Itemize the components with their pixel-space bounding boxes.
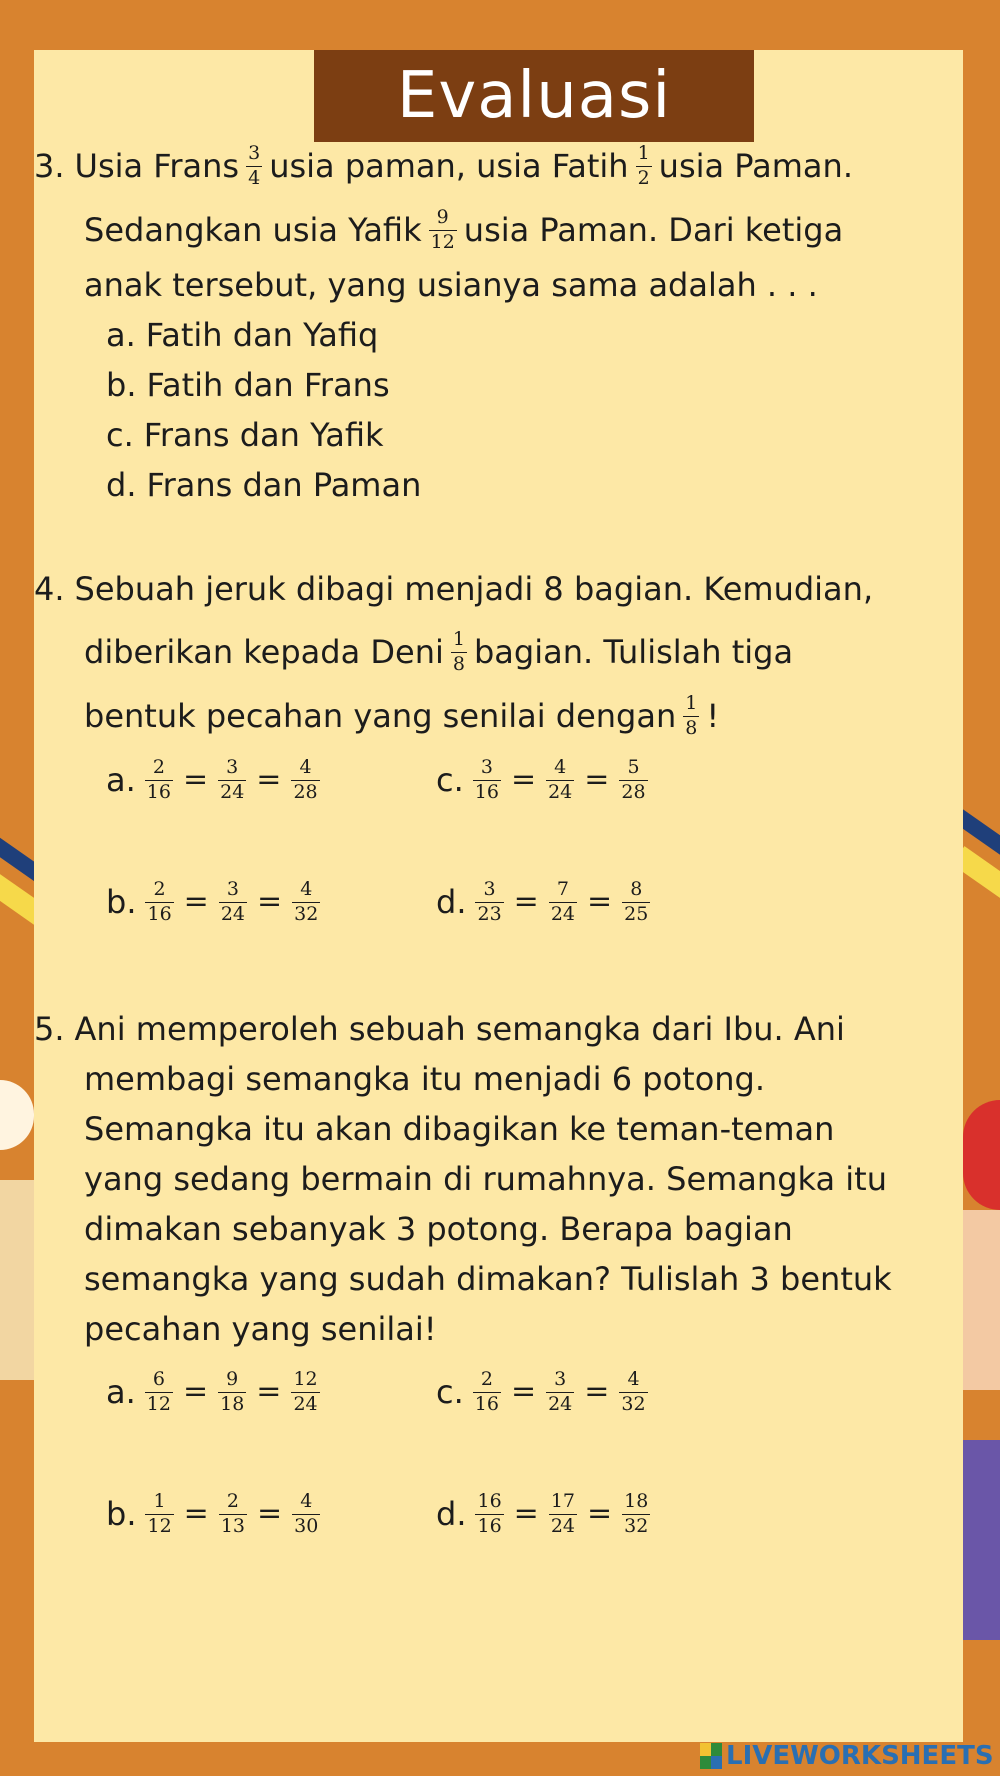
question-text: pecahan yang senilai! bbox=[84, 1310, 437, 1348]
equals-sign: = bbox=[584, 762, 610, 798]
fraction: $\frac{2}{16}$ bbox=[146, 756, 171, 803]
question-text: usia Paman. bbox=[658, 147, 853, 186]
question-text: usia Paman. Dari ketiga bbox=[463, 211, 844, 250]
fraction: $\frac{1}{12}$ bbox=[147, 1490, 172, 1537]
fraction: $\frac{12}{24}$ bbox=[293, 1368, 318, 1415]
question-text: anak tersebut, yang usianya sama adalah . . . bbox=[84, 266, 818, 304]
question-text: bagian. Tulislah tiga bbox=[473, 633, 794, 672]
fraction: $\frac{16}{16}$ bbox=[477, 1490, 502, 1537]
decor-shape bbox=[0, 1080, 34, 1150]
equals-sign: = bbox=[587, 1496, 613, 1532]
question-text: Sedangkan usia Yafik bbox=[84, 211, 422, 250]
decor-shape bbox=[0, 1180, 34, 1380]
fraction: $\frac{9}{18}$ bbox=[220, 1368, 245, 1415]
answer-option-c[interactable]: c. $\frac{2}{16}$ = $\frac{3}{24}$ = $\frac{4}{32}$ bbox=[436, 1368, 646, 1415]
fraction: $\frac{18}{32}$ bbox=[624, 1490, 649, 1537]
q3-line-2 bbox=[84, 208, 843, 253]
answer-option-d[interactable]: d. $\frac{3}{23}$ = $\frac{7}{24}$ = $\frac{8}{25}$ bbox=[436, 878, 649, 925]
fraction: $\frac{3}{16}$ bbox=[474, 756, 499, 803]
answer-option-b[interactable]: b. $\frac{2}{16}$ = $\frac{3}{24}$ = $\frac{4}{32}$ bbox=[106, 878, 319, 925]
fraction: $\frac{6}{12}$ bbox=[146, 1368, 171, 1415]
fraction: $\frac{2}{13}$ bbox=[220, 1490, 245, 1537]
answer-option-b[interactable]: b. Fatih dan Frans bbox=[106, 366, 390, 404]
q4-line-2 bbox=[84, 630, 793, 675]
equals-sign: = bbox=[584, 1374, 610, 1410]
fraction: $\frac{4}{30}$ bbox=[294, 1490, 319, 1537]
question-text: diberikan kepada Deni bbox=[84, 633, 444, 672]
answer-option-d[interactable]: d. $\frac{16}{16}$ = $\frac{17}{24}$ = $\frac{18}{32}$ bbox=[436, 1490, 649, 1537]
answer-option-c[interactable]: c. Frans dan Yafik bbox=[106, 416, 384, 454]
fraction: $\frac{3}{24}$ bbox=[220, 756, 245, 803]
liveworksheets-logo-icon bbox=[700, 1743, 722, 1769]
fraction: $\frac{3}{4}$ bbox=[248, 142, 261, 189]
equals-sign: = bbox=[182, 762, 209, 798]
question-text: yang sedang bermain di rumahnya. Semangka itu bbox=[84, 1160, 887, 1198]
equals-sign: = bbox=[587, 884, 613, 920]
question-text: semangka yang sudah dimakan? Tulislah 3 bentuk bbox=[84, 1260, 892, 1298]
fraction: $\frac{2}{16}$ bbox=[474, 1368, 499, 1415]
equals-sign: = bbox=[183, 884, 209, 920]
question-5 bbox=[34, 1010, 974, 1610]
equals-sign: = bbox=[257, 1496, 283, 1532]
q3-line-3 bbox=[84, 266, 818, 304]
fraction: $\frac{2}{16}$ bbox=[147, 878, 172, 925]
question-text: Usia Frans bbox=[74, 147, 240, 186]
q3-line-1 bbox=[34, 144, 853, 189]
worksheet-card bbox=[34, 50, 963, 1742]
equals-sign: = bbox=[256, 762, 282, 798]
question-3 bbox=[34, 128, 974, 568]
watermark-text: LIVEWORKSHEETS bbox=[726, 1741, 994, 1771]
answer-option-d[interactable]: d. Frans dan Paman bbox=[106, 466, 422, 504]
answer-option-a[interactable]: a. Fatih dan Yafiq bbox=[106, 316, 379, 354]
equals-sign: = bbox=[183, 1496, 209, 1532]
question-number: 4. bbox=[34, 570, 65, 608]
q5-line-1 bbox=[34, 1010, 845, 1048]
equals-sign: = bbox=[510, 1374, 537, 1410]
answer-option-b[interactable]: b. $\frac{1}{12}$ = $\frac{2}{13}$ = $\frac{4}{30}$ bbox=[106, 1490, 319, 1537]
fraction: $\frac{1}{2}$ bbox=[637, 142, 650, 189]
equals-sign: = bbox=[256, 1374, 282, 1410]
fraction: $\frac{5}{28}$ bbox=[621, 756, 646, 803]
fraction: $\frac{4}{28}$ bbox=[293, 756, 318, 803]
fraction: $\frac{4}{32}$ bbox=[621, 1368, 646, 1415]
equals-sign: = bbox=[257, 884, 283, 920]
question-text: Ani memperoleh sebuah semangka dari Ibu. Ani bbox=[74, 1010, 845, 1048]
fraction: $\frac{1}{8}$ bbox=[452, 628, 465, 675]
q4-line-3 bbox=[84, 694, 719, 739]
page-title: Evaluasi bbox=[396, 59, 672, 133]
question-text: usia paman, usia Fatih bbox=[269, 147, 629, 186]
equals-sign: = bbox=[513, 884, 539, 920]
question-4 bbox=[34, 570, 974, 1010]
fraction: $\frac{4}{24}$ bbox=[548, 756, 573, 803]
equals-sign: = bbox=[510, 762, 537, 798]
question-text: dimakan sebanyak 3 potong. Berapa bagian bbox=[84, 1210, 793, 1248]
question-text: Sebuah jeruk dibagi menjadi 8 bagian. Kemudian, bbox=[74, 570, 874, 608]
equals-sign: = bbox=[182, 1374, 209, 1410]
fraction: $\frac{9}{12}$ bbox=[430, 206, 455, 253]
fraction: $\frac{3}{23}$ bbox=[477, 878, 502, 925]
question-text: bentuk pecahan yang senilai dengan bbox=[84, 697, 677, 736]
answer-option-a[interactable]: a. $\frac{6}{12}$ = $\frac{9}{18}$ = $\frac{12}{24}$ bbox=[106, 1368, 318, 1415]
fraction: $\frac{3}{24}$ bbox=[220, 878, 245, 925]
fraction: $\frac{3}{24}$ bbox=[548, 1368, 573, 1415]
fraction: $\frac{17}{24}$ bbox=[550, 1490, 575, 1537]
question-text: Semangka itu akan dibagikan ke teman-teman bbox=[84, 1110, 835, 1148]
fraction: $\frac{8}{25}$ bbox=[624, 878, 649, 925]
answer-option-c[interactable]: c. $\frac{3}{16}$ = $\frac{4}{24}$ = $\frac{5}{28}$ bbox=[436, 756, 646, 803]
fraction: $\frac{4}{32}$ bbox=[294, 878, 319, 925]
question-text: ! bbox=[706, 697, 720, 736]
fraction: $\frac{7}{24}$ bbox=[550, 878, 575, 925]
question-number: 5. bbox=[34, 1010, 65, 1048]
question-text: membagi semangka itu menjadi 6 potong. bbox=[84, 1060, 766, 1098]
liveworksheets-watermark bbox=[700, 1740, 994, 1772]
answer-option-a[interactable]: a. $\frac{2}{16}$ = $\frac{3}{24}$ = $\frac{4}{28}$ bbox=[106, 756, 318, 803]
question-number: 3. bbox=[34, 147, 65, 186]
fraction: $\frac{1}{8}$ bbox=[685, 692, 698, 739]
equals-sign: = bbox=[513, 1496, 539, 1532]
q4-line-1 bbox=[34, 570, 873, 608]
